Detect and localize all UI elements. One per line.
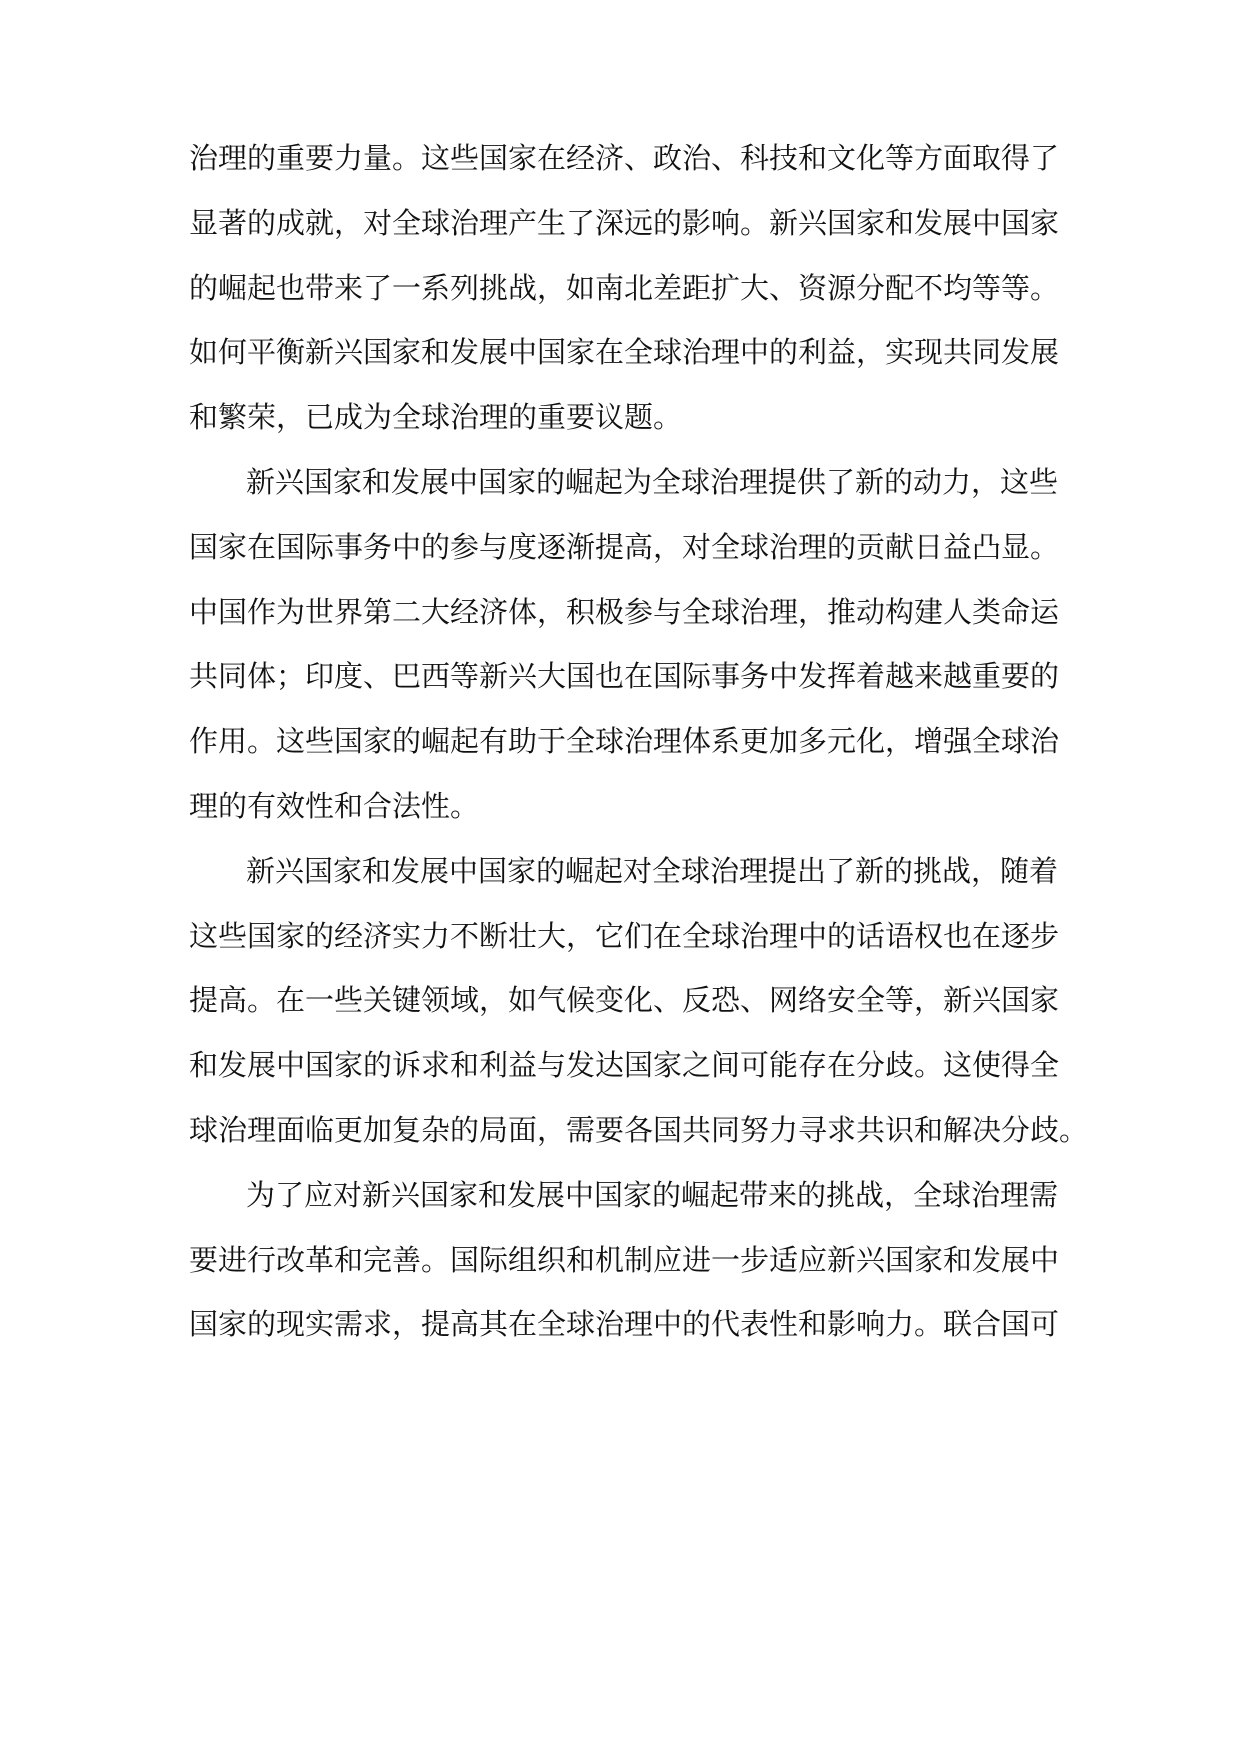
text-line: 国家在国际事务中的参与度逐渐提高，对全球治理的贡献日益凸显。	[189, 529, 1060, 564]
text-line: 和发展中国家的诉求和利益与发达国家之间可能存在分歧。这使得全	[189, 1048, 1060, 1083]
text-line: 要进行改革和完善。国际组织和机制应进一步适应新兴国家和发展中	[189, 1242, 1060, 1277]
text-line: 中国作为世界第二大经济体，积极参与全球治理，推动构建人类命运	[189, 594, 1060, 629]
text-line: 和繁荣，已成为全球治理的重要议题。	[189, 400, 683, 435]
text-line: 显著的成就，对全球治理产生了深远的影响。新兴国家和发展中国家	[189, 205, 1060, 240]
text-line: 的崛起也带来了一系列挑战，如南北差距扩大、资源分配不均等等。	[189, 270, 1060, 305]
paragraph-first-line: 为了应对新兴国家和发展中国家的崛起带来的挑战，全球治理需	[246, 1177, 1059, 1212]
paragraph-first-line: 新兴国家和发展中国家的崛起对全球治理提出了新的挑战，随着	[246, 853, 1059, 888]
text-line: 作用。这些国家的崛起有助于全球治理体系更加多元化，增强全球治	[189, 724, 1060, 759]
text-line: 球治理面临更加复杂的局面，需要各国共同努力寻求共识和解决分歧。	[189, 1112, 1089, 1147]
paragraph-first-line: 新兴国家和发展中国家的崛起为全球治理提供了新的动力，这些	[246, 464, 1059, 499]
text-line: 如何平衡新兴国家和发展中国家在全球治理中的利益，实现共同发展	[189, 335, 1060, 370]
document-body	[189, 139, 1089, 1370]
text-line: 治理的重要力量。这些国家在经济、政治、科技和文化等方面取得了	[189, 141, 1060, 175]
text-line: 提高。在一些关键领域，如气候变化、反恐、网络安全等，新兴国家	[189, 983, 1060, 1018]
text-line: 共同体；印度、巴西等新兴大国也在国际事务中发挥着越来越重要的	[189, 659, 1060, 694]
text-line: 理的有效性和合法性。	[189, 788, 480, 823]
text-line: 国家的现实需求，提高其在全球治理中的代表性和影响力。联合国可	[189, 1307, 1060, 1342]
text-line: 这些国家的经济实力不断壮大，它们在全球治理中的话语权也在逐步	[189, 918, 1060, 953]
